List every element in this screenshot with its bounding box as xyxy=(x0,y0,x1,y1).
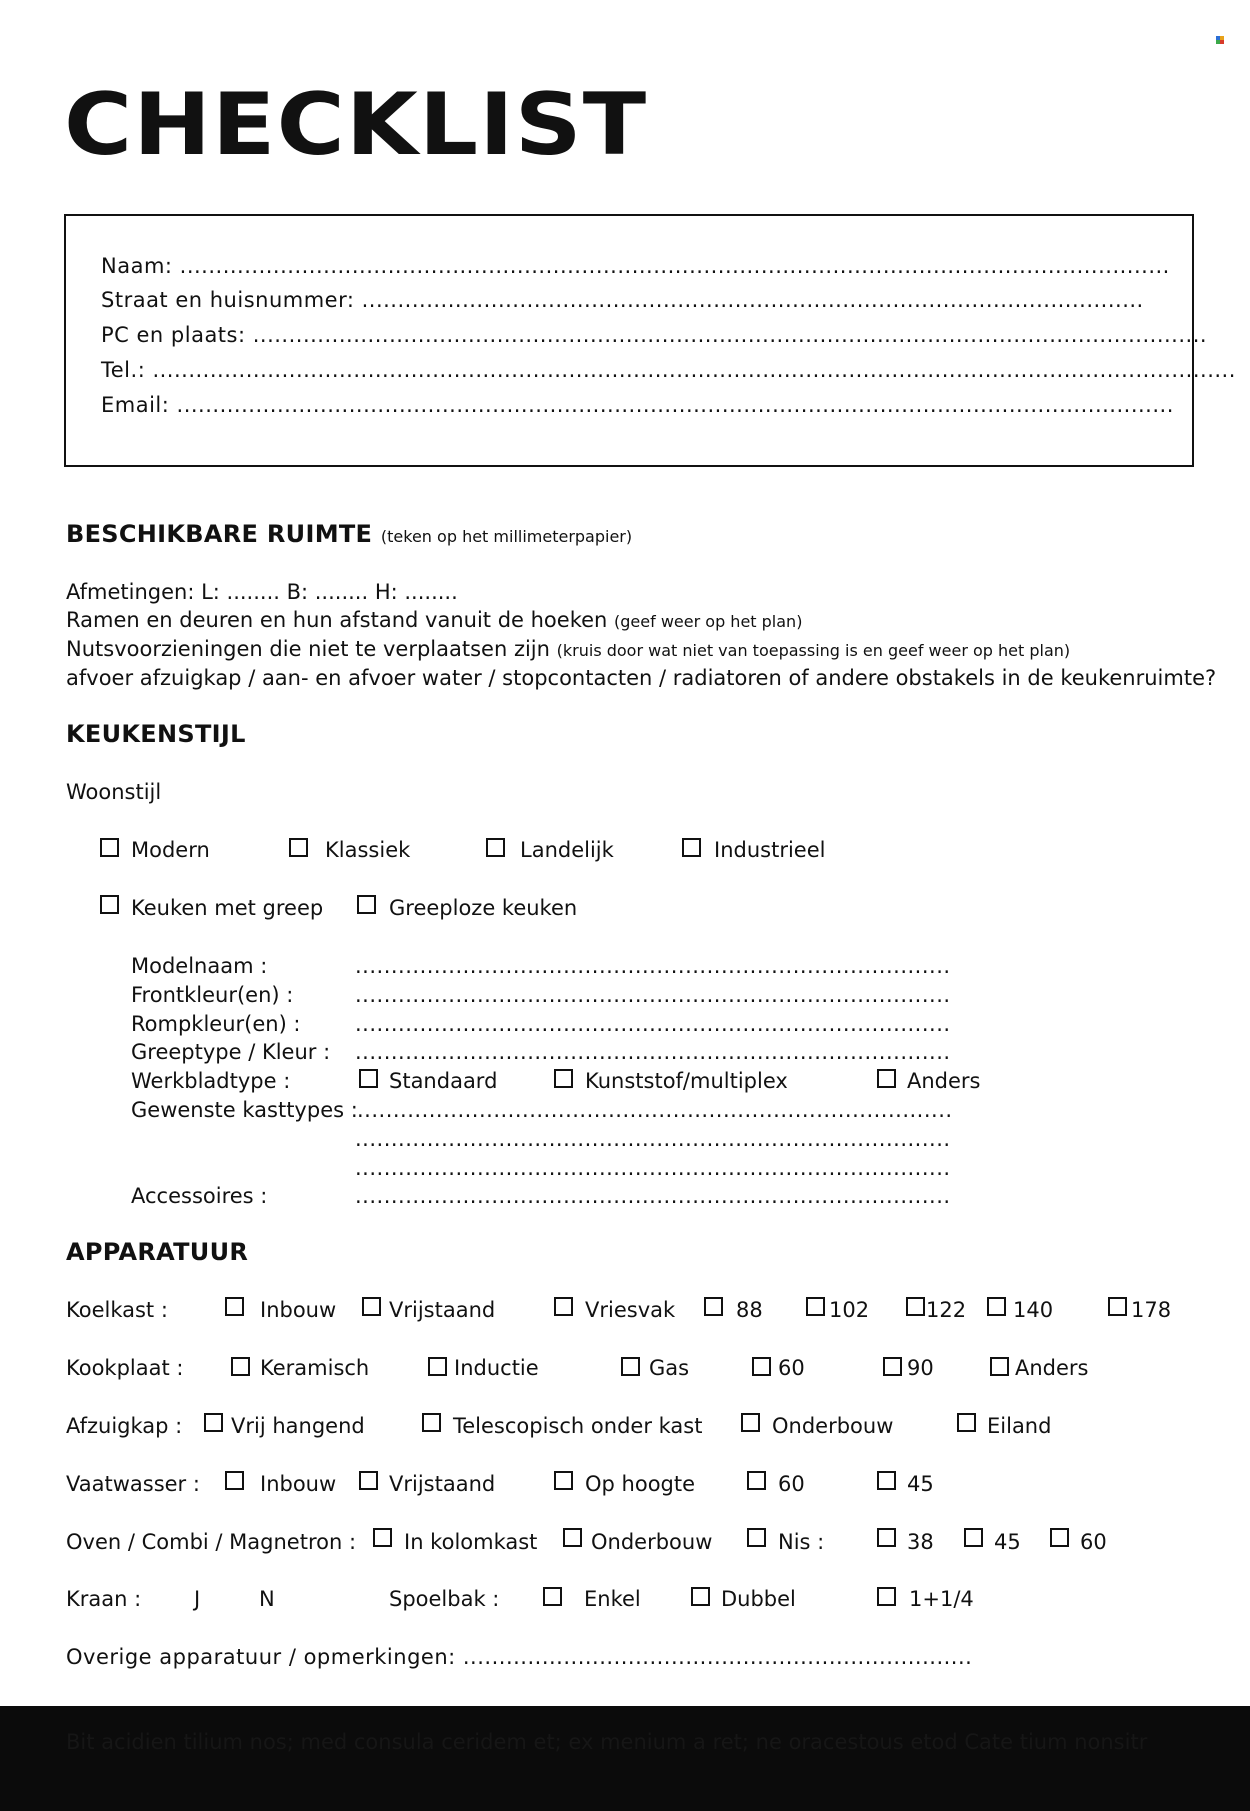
met-greep-checkbox[interactable] xyxy=(100,895,119,914)
afzuigkap-eiland-label: Eiland xyxy=(987,1414,1052,1438)
kasttypes-field-1[interactable]: ................................................................................... xyxy=(357,1098,953,1122)
ramen-text: Ramen en deuren en hun afstand vanuit de hoeken xyxy=(66,608,608,632)
afzuigkap-onderbouw-checkbox[interactable] xyxy=(741,1413,760,1432)
spoelbak-1-1-4-checkbox[interactable] xyxy=(877,1587,896,1606)
ruimte-heading xyxy=(66,520,632,548)
kookplaat-60-label: 60 xyxy=(778,1356,805,1380)
koelkast-vrijstaand-label: Vrijstaand xyxy=(389,1298,496,1322)
oven-kolomkast-label: In kolomkast xyxy=(404,1530,538,1554)
koelkast-inbouw-checkbox[interactable] xyxy=(225,1297,244,1316)
vaatwasser-45-label: 45 xyxy=(907,1472,934,1496)
afzuigkap-label: Afzuigkap : xyxy=(66,1414,183,1438)
koelkast-88-checkbox[interactable] xyxy=(704,1297,723,1316)
koelkast-vrijstaand-checkbox[interactable] xyxy=(362,1297,381,1316)
vaatwasser-vrijstaand-checkbox[interactable] xyxy=(359,1471,378,1490)
spoelbak-dubbel-checkbox[interactable] xyxy=(691,1587,710,1606)
kookplaat-60-checkbox[interactable] xyxy=(752,1357,771,1376)
industrieel-label: Industrieel xyxy=(714,838,826,862)
footer-band xyxy=(0,1706,1250,1811)
vaatwasser-op-hoogte-checkbox[interactable] xyxy=(554,1471,573,1490)
kraan-label: Kraan : xyxy=(66,1587,142,1611)
koelkast-inbouw-label: Inbouw xyxy=(260,1298,337,1322)
rompkleur-label: Rompkleur(en) : xyxy=(131,1012,301,1036)
klassiek-label: Klassiek xyxy=(325,838,411,862)
oven-label: Oven / Combi / Magnetron : xyxy=(66,1530,357,1554)
rompkleur-field[interactable]: ................................................................................... xyxy=(355,1012,951,1036)
vaatwasser-op-hoogte-label: Op hoogte xyxy=(585,1472,696,1496)
spoelbak-enkel-label: Enkel xyxy=(584,1587,641,1611)
kasttypes-label: Gewenste kasttypes : xyxy=(131,1098,358,1122)
ruimte-heading-text: BESCHIKBARE RUIMTE xyxy=(66,520,373,548)
koelkast-178-checkbox[interactable] xyxy=(1108,1297,1127,1316)
oven-45-checkbox[interactable] xyxy=(964,1528,983,1547)
oven-38-checkbox[interactable] xyxy=(877,1528,896,1547)
oven-60-checkbox[interactable] xyxy=(1050,1528,1069,1547)
vaatwasser-60-label: 60 xyxy=(778,1472,805,1496)
apparatuur-heading: APPARATUUR xyxy=(66,1238,249,1266)
oven-45-label: 45 xyxy=(994,1530,1021,1554)
kasttypes-field-2[interactable]: ................................................................................... xyxy=(355,1127,951,1151)
vaatwasser-inbouw-checkbox[interactable] xyxy=(225,1471,244,1490)
werkblad-label: Werkbladtype : xyxy=(131,1069,291,1093)
accessoires-field[interactable]: ................................................................................... xyxy=(355,1184,951,1208)
vaatwasser-vrijstaand-label: Vrijstaand xyxy=(389,1472,496,1496)
afzuigkap-telescopisch-label: Telescopisch onder kast xyxy=(453,1414,703,1438)
koelkast-vriesvak-label: Vriesvak xyxy=(585,1298,676,1322)
nuts-line xyxy=(66,637,1070,663)
kraan-j-option[interactable]: J xyxy=(194,1587,201,1611)
kasttypes-field-3[interactable]: ................................................................................... xyxy=(355,1156,951,1180)
vaatwasser-45-checkbox[interactable] xyxy=(877,1471,896,1490)
kookplaat-inductie-label: Inductie xyxy=(454,1356,539,1380)
oven-nis-checkbox[interactable] xyxy=(747,1528,766,1547)
vaatwasser-label: Vaatwasser : xyxy=(66,1472,200,1496)
kookplaat-label: Kookplaat : xyxy=(66,1356,184,1380)
email-field[interactable]: Email: ........................................................................................................................................... xyxy=(101,393,1174,417)
kookplaat-90-checkbox[interactable] xyxy=(883,1357,902,1376)
naam-field[interactable]: Naam: .......................................................................................................................................... xyxy=(101,254,1170,278)
standaard-checkbox[interactable] xyxy=(359,1069,378,1088)
overige-field[interactable]: Overige apparatuur / opmerkingen: ....................................................................... xyxy=(66,1645,973,1669)
industrieel-checkbox[interactable] xyxy=(682,838,701,857)
standaard-label: Standaard xyxy=(389,1069,498,1093)
kookplaat-90-label: 90 xyxy=(907,1356,934,1380)
kookplaat-gas-checkbox[interactable] xyxy=(621,1357,640,1376)
logo-dot-red xyxy=(1220,40,1224,44)
afzuigkap-telescopisch-checkbox[interactable] xyxy=(422,1413,441,1432)
met-greep-label: Keuken met greep xyxy=(131,896,324,920)
koelkast-88-label: 88 xyxy=(736,1298,763,1322)
afmetingen-field[interactable]: Afmetingen: L: ........ B: ........ H: ........ xyxy=(66,580,458,604)
afzuigkap-vrij-hangend-checkbox[interactable] xyxy=(204,1413,223,1432)
oven-onderbouw-label: Onderbouw xyxy=(591,1530,713,1554)
vaatwasser-60-checkbox[interactable] xyxy=(747,1471,766,1490)
oven-38-label: 38 xyxy=(907,1530,934,1554)
spoelbak-1-1-4-label: 1+1/4 xyxy=(909,1587,974,1611)
nuts-text: Nutsvoorzieningen die niet te verplaatsen zijn xyxy=(66,637,550,661)
modern-checkbox[interactable] xyxy=(100,838,119,857)
kookplaat-anders-label: Anders xyxy=(1015,1356,1089,1380)
straat-field[interactable]: Straat en huisnummer: ............................................................................................................. xyxy=(101,288,1144,312)
ramen-line xyxy=(66,608,802,634)
koelkast-vriesvak-checkbox[interactable] xyxy=(554,1297,573,1316)
oven-onderbouw-checkbox[interactable] xyxy=(563,1528,582,1547)
kunststof-checkbox[interactable] xyxy=(554,1069,573,1088)
landelijk-checkbox[interactable] xyxy=(486,838,505,857)
nuts-note: (kruis door wat niet van toepassing is en geef weer op het plan) xyxy=(556,641,1071,660)
afvoer-line: afvoer afzuigkap / aan- en afvoer water / stopcontacten / radiatoren of andere obstakels in de keukenruimte? xyxy=(66,666,1217,690)
vaatwasser-inbouw-label: Inbouw xyxy=(260,1472,337,1496)
footer-text: Bit acidien tilium nos; med consula ceridem et; ex menium a ret; ne oracestous etod Cate tium nonsitr xyxy=(66,1730,1148,1754)
koelkast-140-checkbox[interactable] xyxy=(987,1297,1006,1316)
kookplaat-inductie-checkbox[interactable] xyxy=(428,1357,447,1376)
koelkast-178-label: 178 xyxy=(1131,1298,1172,1322)
accessoires-label: Accessoires : xyxy=(131,1184,268,1208)
werkblad-anders-checkbox[interactable] xyxy=(877,1069,896,1088)
pc-plaats-field[interactable]: PC en plaats: ..................................................................................................................................... xyxy=(101,323,1208,347)
koelkast-label: Koelkast : xyxy=(66,1298,168,1322)
frontkleur-field[interactable]: ................................................................................... xyxy=(355,983,951,1007)
kraan-n-option[interactable]: N xyxy=(259,1587,275,1611)
modern-label: Modern xyxy=(131,838,210,862)
oven-60-label: 60 xyxy=(1080,1530,1107,1554)
oven-kolomkast-checkbox[interactable] xyxy=(373,1528,392,1547)
kookplaat-anders-checkbox[interactable] xyxy=(990,1357,1009,1376)
afzuigkap-eiland-checkbox[interactable] xyxy=(957,1413,976,1432)
ramen-note: (geef weer op het plan) xyxy=(614,612,803,631)
spoelbak-label: Spoelbak : xyxy=(389,1587,500,1611)
klassiek-checkbox[interactable] xyxy=(289,838,308,857)
ruimte-heading-note: (teken op het millimeterpapier) xyxy=(380,527,633,546)
spoelbak-enkel-checkbox[interactable] xyxy=(543,1587,562,1606)
modelnaam-label: Modelnaam : xyxy=(131,954,268,978)
oven-nis-label: Nis : xyxy=(778,1530,825,1554)
modelnaam-field[interactable]: ................................................................................... xyxy=(355,954,951,978)
kookplaat-keramisch-label: Keramisch xyxy=(260,1356,370,1380)
greeptype-field[interactable]: ................................................................................... xyxy=(355,1040,951,1064)
kookplaat-keramisch-checkbox[interactable] xyxy=(231,1357,250,1376)
greeptype-label: Greeptype / Kleur : xyxy=(131,1040,331,1064)
spoelbak-dubbel-label: Dubbel xyxy=(721,1587,796,1611)
frontkleur-label: Frontkleur(en) : xyxy=(131,983,294,1007)
greeploos-checkbox[interactable] xyxy=(357,895,376,914)
greeploos-label: Greeploze keuken xyxy=(389,896,578,920)
tel-field[interactable]: Tel.: ....................................................................................................................................................... xyxy=(101,358,1236,382)
kunststof-label: Kunststof/multiplex xyxy=(585,1069,788,1093)
koelkast-102-checkbox[interactable] xyxy=(806,1297,825,1316)
keukenstijl-heading: KEUKENSTIJL xyxy=(66,720,246,748)
kookplaat-gas-label: Gas xyxy=(649,1356,690,1380)
werkblad-anders-label: Anders xyxy=(907,1069,981,1093)
koelkast-102-label: 102 xyxy=(829,1298,870,1322)
koelkast-122-checkbox[interactable] xyxy=(906,1297,925,1316)
woonstijl-label: Woonstijl xyxy=(66,780,162,804)
koelkast-140-label: 140 xyxy=(1013,1298,1054,1322)
landelijk-label: Landelijk xyxy=(520,838,614,862)
afzuigkap-onderbouw-label: Onderbouw xyxy=(772,1414,894,1438)
brand-logo-icon xyxy=(1216,36,1224,44)
page-title: CHECKLIST xyxy=(64,75,648,175)
koelkast-122-label: 122 xyxy=(926,1298,967,1322)
afzuigkap-vrij-hangend-label: Vrij hangend xyxy=(231,1414,365,1438)
